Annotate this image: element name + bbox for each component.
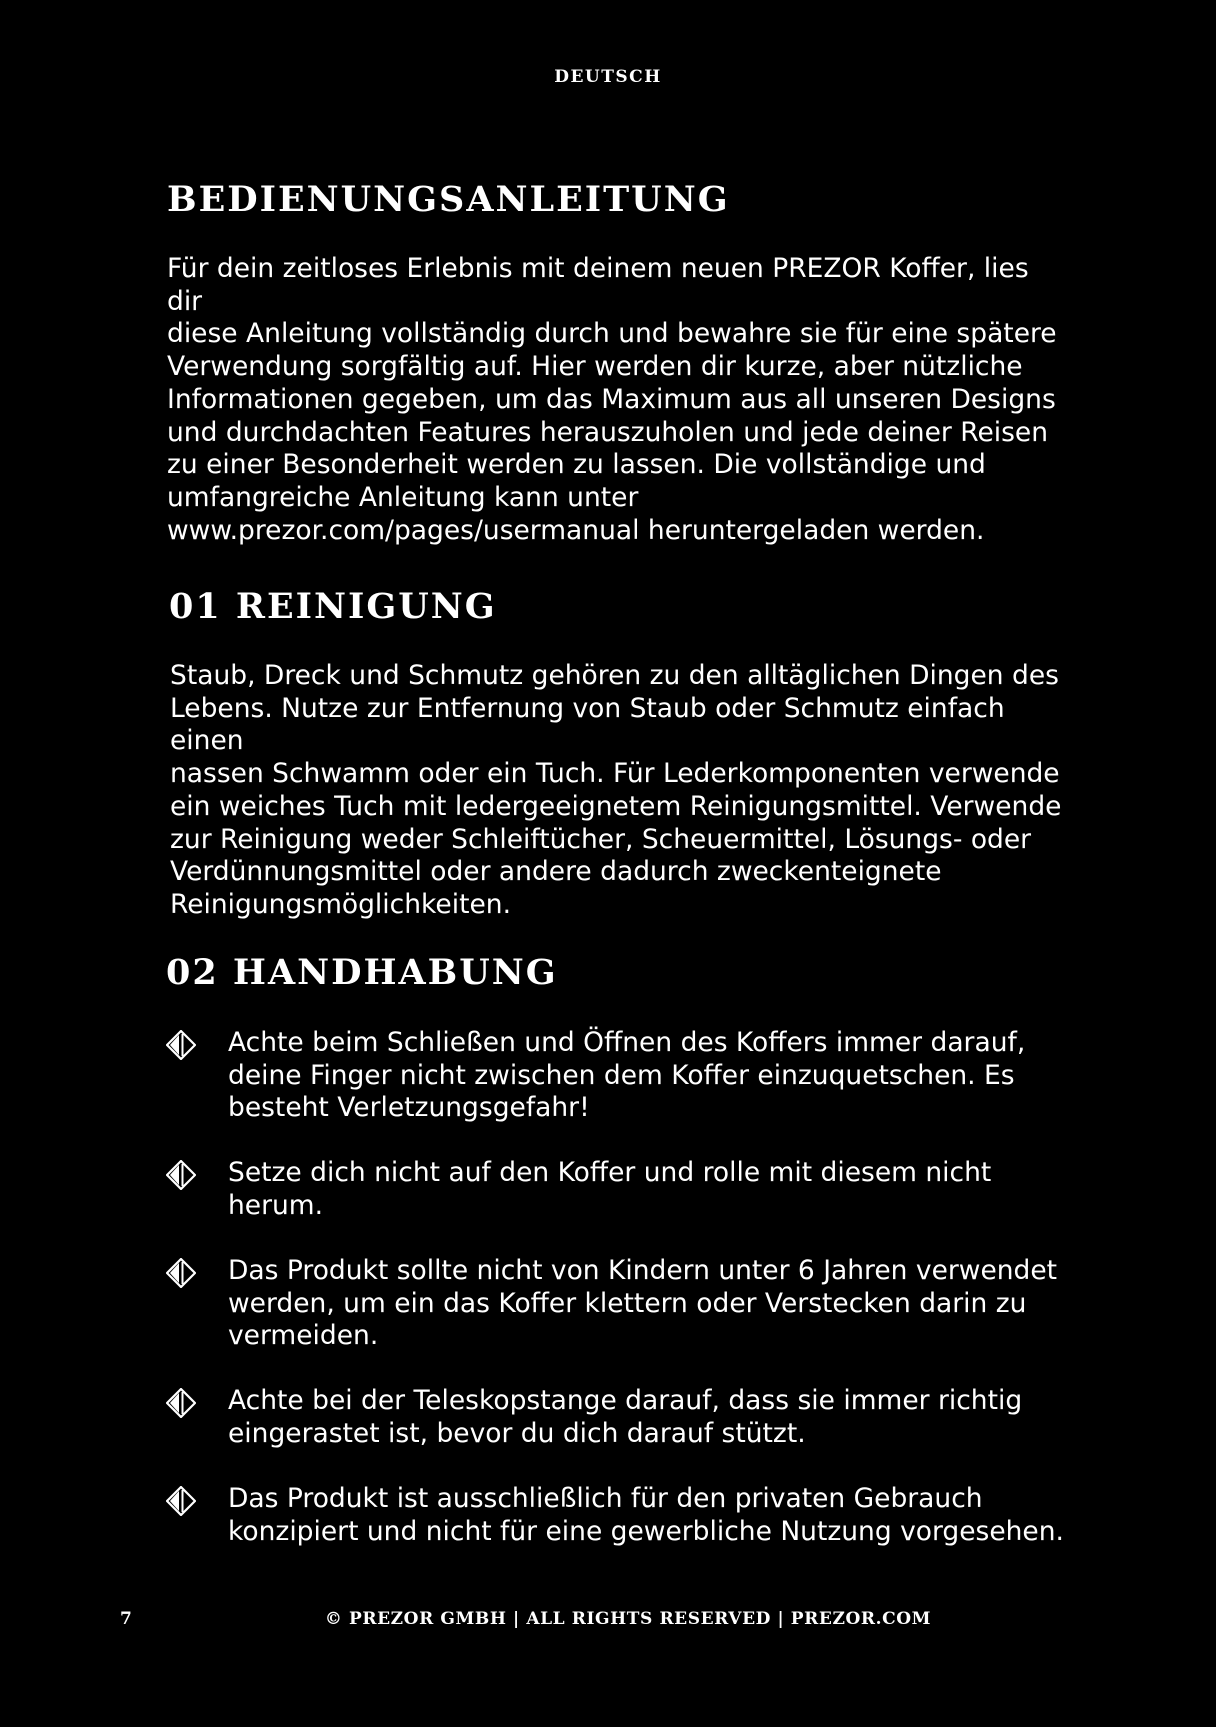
bullet-line: Achte beim Schließen und Öffnen des Koffers immer darauf,: [228, 1027, 1026, 1058]
bullet-line: Achte bei der Teleskopstange darauf, dass sie immer richtig: [228, 1385, 1023, 1416]
cleaning-line: ein weiches Tuch mit ledergeeignetem Reinigungsmittel. Verwende: [170, 790, 1062, 822]
bullet-line: konzipiert und nicht für eine gewerbliche Nutzung vorgesehen.: [228, 1515, 1064, 1547]
cleaning-line: Lebens. Nutze zur Entfernung von Staub oder Schmutz einfach einen: [170, 692, 1005, 757]
diamond-bullet-icon: [166, 1486, 196, 1516]
bullet-line: besteht Verletzungsgefahr!: [228, 1092, 590, 1124]
intro-line: und durchdachten Features herauszuholen und jede deiner Reisen: [167, 416, 1049, 448]
bullet-text: [228, 1385, 1068, 1450]
intro-line: Informationen gegeben, um das Maximum aus all unseren Designs: [167, 383, 1056, 415]
cleaning-line: zur Reinigung weder Schleiftücher, Scheuermittel, Lösungs- oder: [170, 823, 1032, 855]
bullet-line: eingerastet ist, bevor du dich darauf stützt.: [228, 1417, 806, 1449]
intro-paragraph: [167, 253, 1067, 547]
bullet-line: herum.: [228, 1189, 324, 1221]
bullet-line: Das Produkt ist ausschließlich für den privaten Gebrauch: [228, 1483, 983, 1514]
bullet-text: [228, 1157, 1068, 1222]
bullet-line: vermeiden.: [228, 1320, 379, 1352]
diamond-bullet-icon: [166, 1160, 196, 1190]
diamond-bullet-icon: [166, 1388, 196, 1418]
intro-line: Verwendung sorgfältig auf. Hier werden dir kurze, aber nützliche: [167, 351, 1023, 383]
intro-line: www.prezor.com/pages/usermanual heruntergeladen werden.: [167, 514, 985, 546]
bullet-text: [228, 1255, 1068, 1353]
intro-line: diese Anleitung vollständig durch und bewahre sie für eine spätere: [167, 318, 1057, 350]
intro-line: umfangreiche Anleitung kann unter: [167, 481, 639, 513]
bullet-line: deine Finger nicht zwischen dem Koffer einzuquetschen. Es: [228, 1059, 1015, 1091]
page-number: 7: [120, 1609, 133, 1629]
cleaning-line: Verdünnungsmittel oder andere dadurch zweckenteignete: [170, 856, 942, 888]
copyright-notice: © PREZOR GMBH | ALL RIGHTS RESERVED | PREZOR.COM: [324, 1609, 932, 1629]
bullet-line: werden, um ein das Koffer klettern oder Verstecken darin zu: [228, 1287, 1027, 1319]
bullet-text: [228, 1027, 1068, 1125]
cleaning-title: 01 REINIGUNG: [169, 586, 497, 627]
cleaning-line: Staub, Dreck und Schmutz gehören zu den alltäglichen Dingen des: [170, 660, 1059, 691]
cleaning-paragraph: [170, 660, 1070, 922]
manual-title: BEDIENUNGSANLEITUNG: [167, 179, 730, 220]
cleaning-line: nassen Schwamm oder ein Tuch. Für Lederkomponenten verwende: [170, 758, 1060, 790]
diamond-bullet-icon: [166, 1030, 196, 1060]
page-footer: [0, 1609, 1216, 1633]
intro-line: Für dein zeitloses Erlebnis mit deinem neuen PREZOR Koffer, lies dir: [167, 253, 1029, 317]
bullet-line: Das Produkt sollte nicht von Kindern unter 6 Jahren verwendet: [228, 1255, 1058, 1286]
intro-line: zu einer Besonderheit werden zu lassen. Die vollständige und: [167, 449, 986, 481]
handling-title: 02 HANDHABUNG: [166, 952, 558, 993]
diamond-bullet-icon: [166, 1258, 196, 1288]
language-header: DEUTSCH: [554, 67, 662, 87]
cleaning-line: Reinigungsmöglichkeiten.: [170, 888, 512, 920]
bullet-text: [228, 1483, 1068, 1548]
bullet-line: Setze dich nicht auf den Koffer und rolle mit diesem nicht: [228, 1157, 992, 1188]
